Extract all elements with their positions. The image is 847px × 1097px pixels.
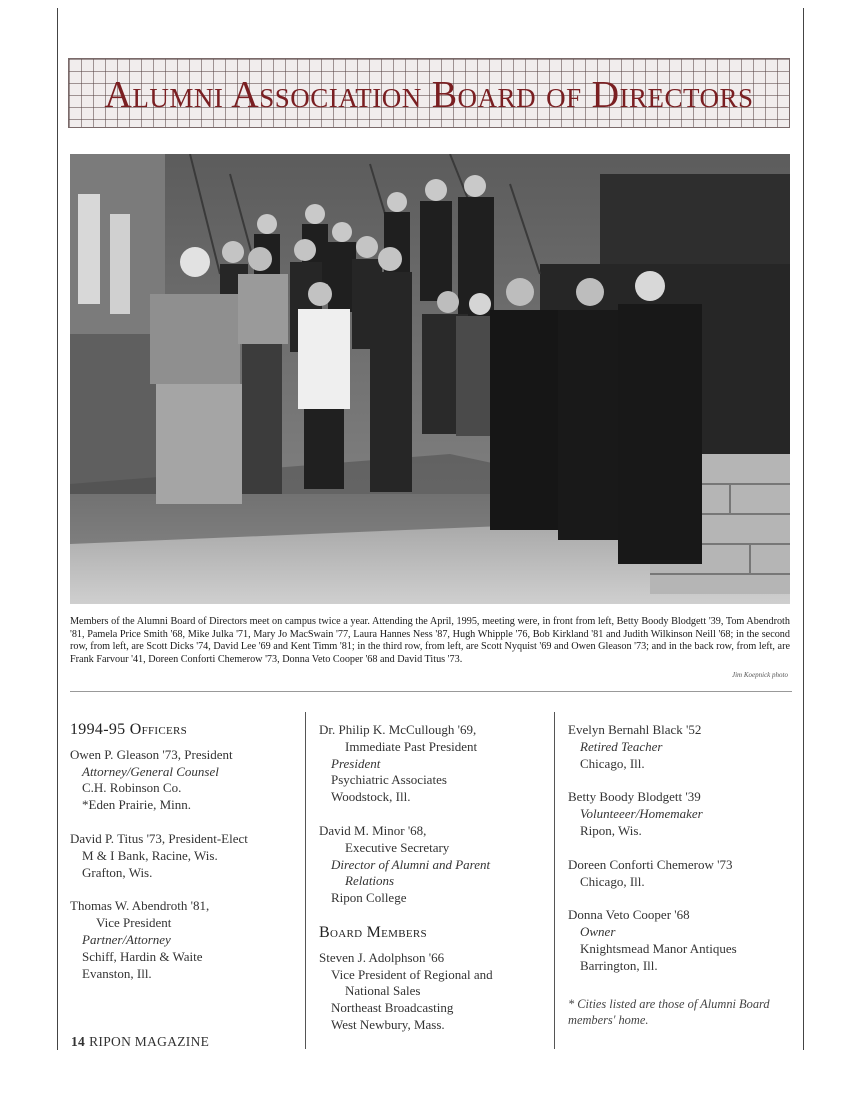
entry-detail: Psychiatric Associates <box>331 772 447 788</box>
entry-name: Evelyn Bernahl Black '52 <box>568 722 702 737</box>
middle-column <box>319 722 547 1051</box>
entry-detail: West Newbury, Mass. <box>331 1016 445 1032</box>
entry-name: Doreen Conforti Chemerow '73 <box>568 856 733 872</box>
officers-list <box>70 747 298 983</box>
entry-name: Betty Boody Blodgett '39 <box>568 789 701 805</box>
entry-detail: Relations <box>345 873 395 889</box>
entry-detail: C.H. Robinson Co. <box>82 780 182 796</box>
title-banner <box>68 58 790 128</box>
entry-name: Thomas W. Abendroth '81, <box>70 898 210 914</box>
officers-column <box>70 722 298 999</box>
entry-detail: *Eden Prairie, Minn. <box>82 797 192 813</box>
entry-name: Donna Veto Cooper '68 <box>568 907 690 923</box>
entry-detail: Knightsmead Manor Antiques <box>580 940 737 956</box>
entry-detail: Schiff, Hardin & Waite <box>82 948 203 964</box>
board-members-list-continued <box>568 722 796 975</box>
directory-entry <box>319 950 547 1034</box>
board-members-heading: Board Members <box>319 923 427 941</box>
column-divider-2 <box>554 712 555 1049</box>
right-column <box>568 722 796 1029</box>
entry-name: Owen P. Gleason '73, President <box>70 746 233 762</box>
entry-detail: Retired Teacher <box>580 738 663 754</box>
directory-entry <box>568 722 796 772</box>
page-title: Alumni Association Board of Directors <box>104 74 754 116</box>
entry-detail: President <box>331 755 381 771</box>
entry-detail: M & I Bank, Racine, Wis. <box>82 847 218 863</box>
entry-detail: Woodstock, Ill. <box>331 789 411 805</box>
entry-name: David P. Titus '73, President-Elect <box>70 830 248 846</box>
page-rule-right <box>803 8 804 1050</box>
board-members-list <box>319 950 547 1034</box>
entry-detail: Immediate Past President <box>345 738 478 754</box>
entry-detail: Chicago, Ill. <box>580 873 645 889</box>
entry-detail: Owner <box>580 924 616 940</box>
officers-list-continued <box>319 722 547 907</box>
entry-detail: Partner/Attorney <box>82 931 171 947</box>
entry-detail: Attorney/General Counsel <box>82 763 219 779</box>
group-photo <box>70 154 790 604</box>
officers-heading: 1994-95 Officers <box>70 721 188 738</box>
directory-entry <box>568 789 796 839</box>
page-folio <box>71 1034 209 1050</box>
photo-caption: Members of the Alumni Board of Directors meet on campus twice a year. Attending the April, 1995, meeting were, in front from left, Betty Boody Blodgett '39, Tom Abendroth '81, Pamela Price Smith '68, Mike Julka '71, Mary Jo MacSwain '77, Laura Hannes Ness '87, Hugh Whipple '76, Bob Kirkland '81 and Judith Wilkinson Neill '68; in the second row, from left, are Scott Dicks '74, David Lee '69 and Kent Timm '81; in the third row, from left, are Scott Nyquist '69 and Owen Gleason '73; and in the back row, from left, are Frank Farvour '41, Doreen Conforti Chemerow '73, Donna Veto Cooper '68 and David Titus '73. <box>70 616 790 665</box>
entry-detail: Ripon, Wis. <box>580 822 642 838</box>
page-number: 14 <box>71 1034 86 1049</box>
directory-entry <box>70 831 298 881</box>
entry-detail: Chicago, Ill. <box>580 755 645 771</box>
entry-name: Dr. Philip K. McCullough '69, <box>319 722 477 737</box>
directory-entry <box>319 823 547 907</box>
directory-entry <box>70 747 298 814</box>
page-rule-left <box>57 8 58 1050</box>
entry-detail: Volunteeer/Homemaker <box>580 806 703 822</box>
photo-credit: Jim Koepnick photo <box>732 671 788 679</box>
entry-detail: Vice President of Regional and <box>331 966 493 982</box>
group-photo-image <box>70 154 790 604</box>
entry-detail: Barrington, Ill. <box>580 957 658 973</box>
directory-entry <box>568 907 796 974</box>
entry-detail: Evanston, Ill. <box>82 965 152 981</box>
magazine-name: RIPON MAGAZINE <box>89 1034 210 1049</box>
entry-detail: Vice President <box>96 915 172 931</box>
footnote: * Cities listed are those of Alumni Board members' home. <box>568 996 770 1028</box>
entry-detail: Executive Secretary <box>345 839 450 855</box>
column-divider-1 <box>305 712 306 1049</box>
caption-divider <box>70 691 792 692</box>
entry-detail: Grafton, Wis. <box>82 864 153 880</box>
directory-entry <box>319 722 547 806</box>
entry-detail: Ripon College <box>331 890 407 906</box>
entry-name: Steven J. Adolphson '66 <box>319 949 445 965</box>
entry-detail: Director of Alumni and Parent <box>331 856 491 872</box>
entry-detail: Northeast Broadcasting <box>331 1000 454 1016</box>
entry-detail: National Sales <box>345 983 421 999</box>
directory-entry <box>70 898 298 982</box>
directory-entry <box>568 857 796 891</box>
entry-name: David M. Minor '68, <box>319 822 427 838</box>
